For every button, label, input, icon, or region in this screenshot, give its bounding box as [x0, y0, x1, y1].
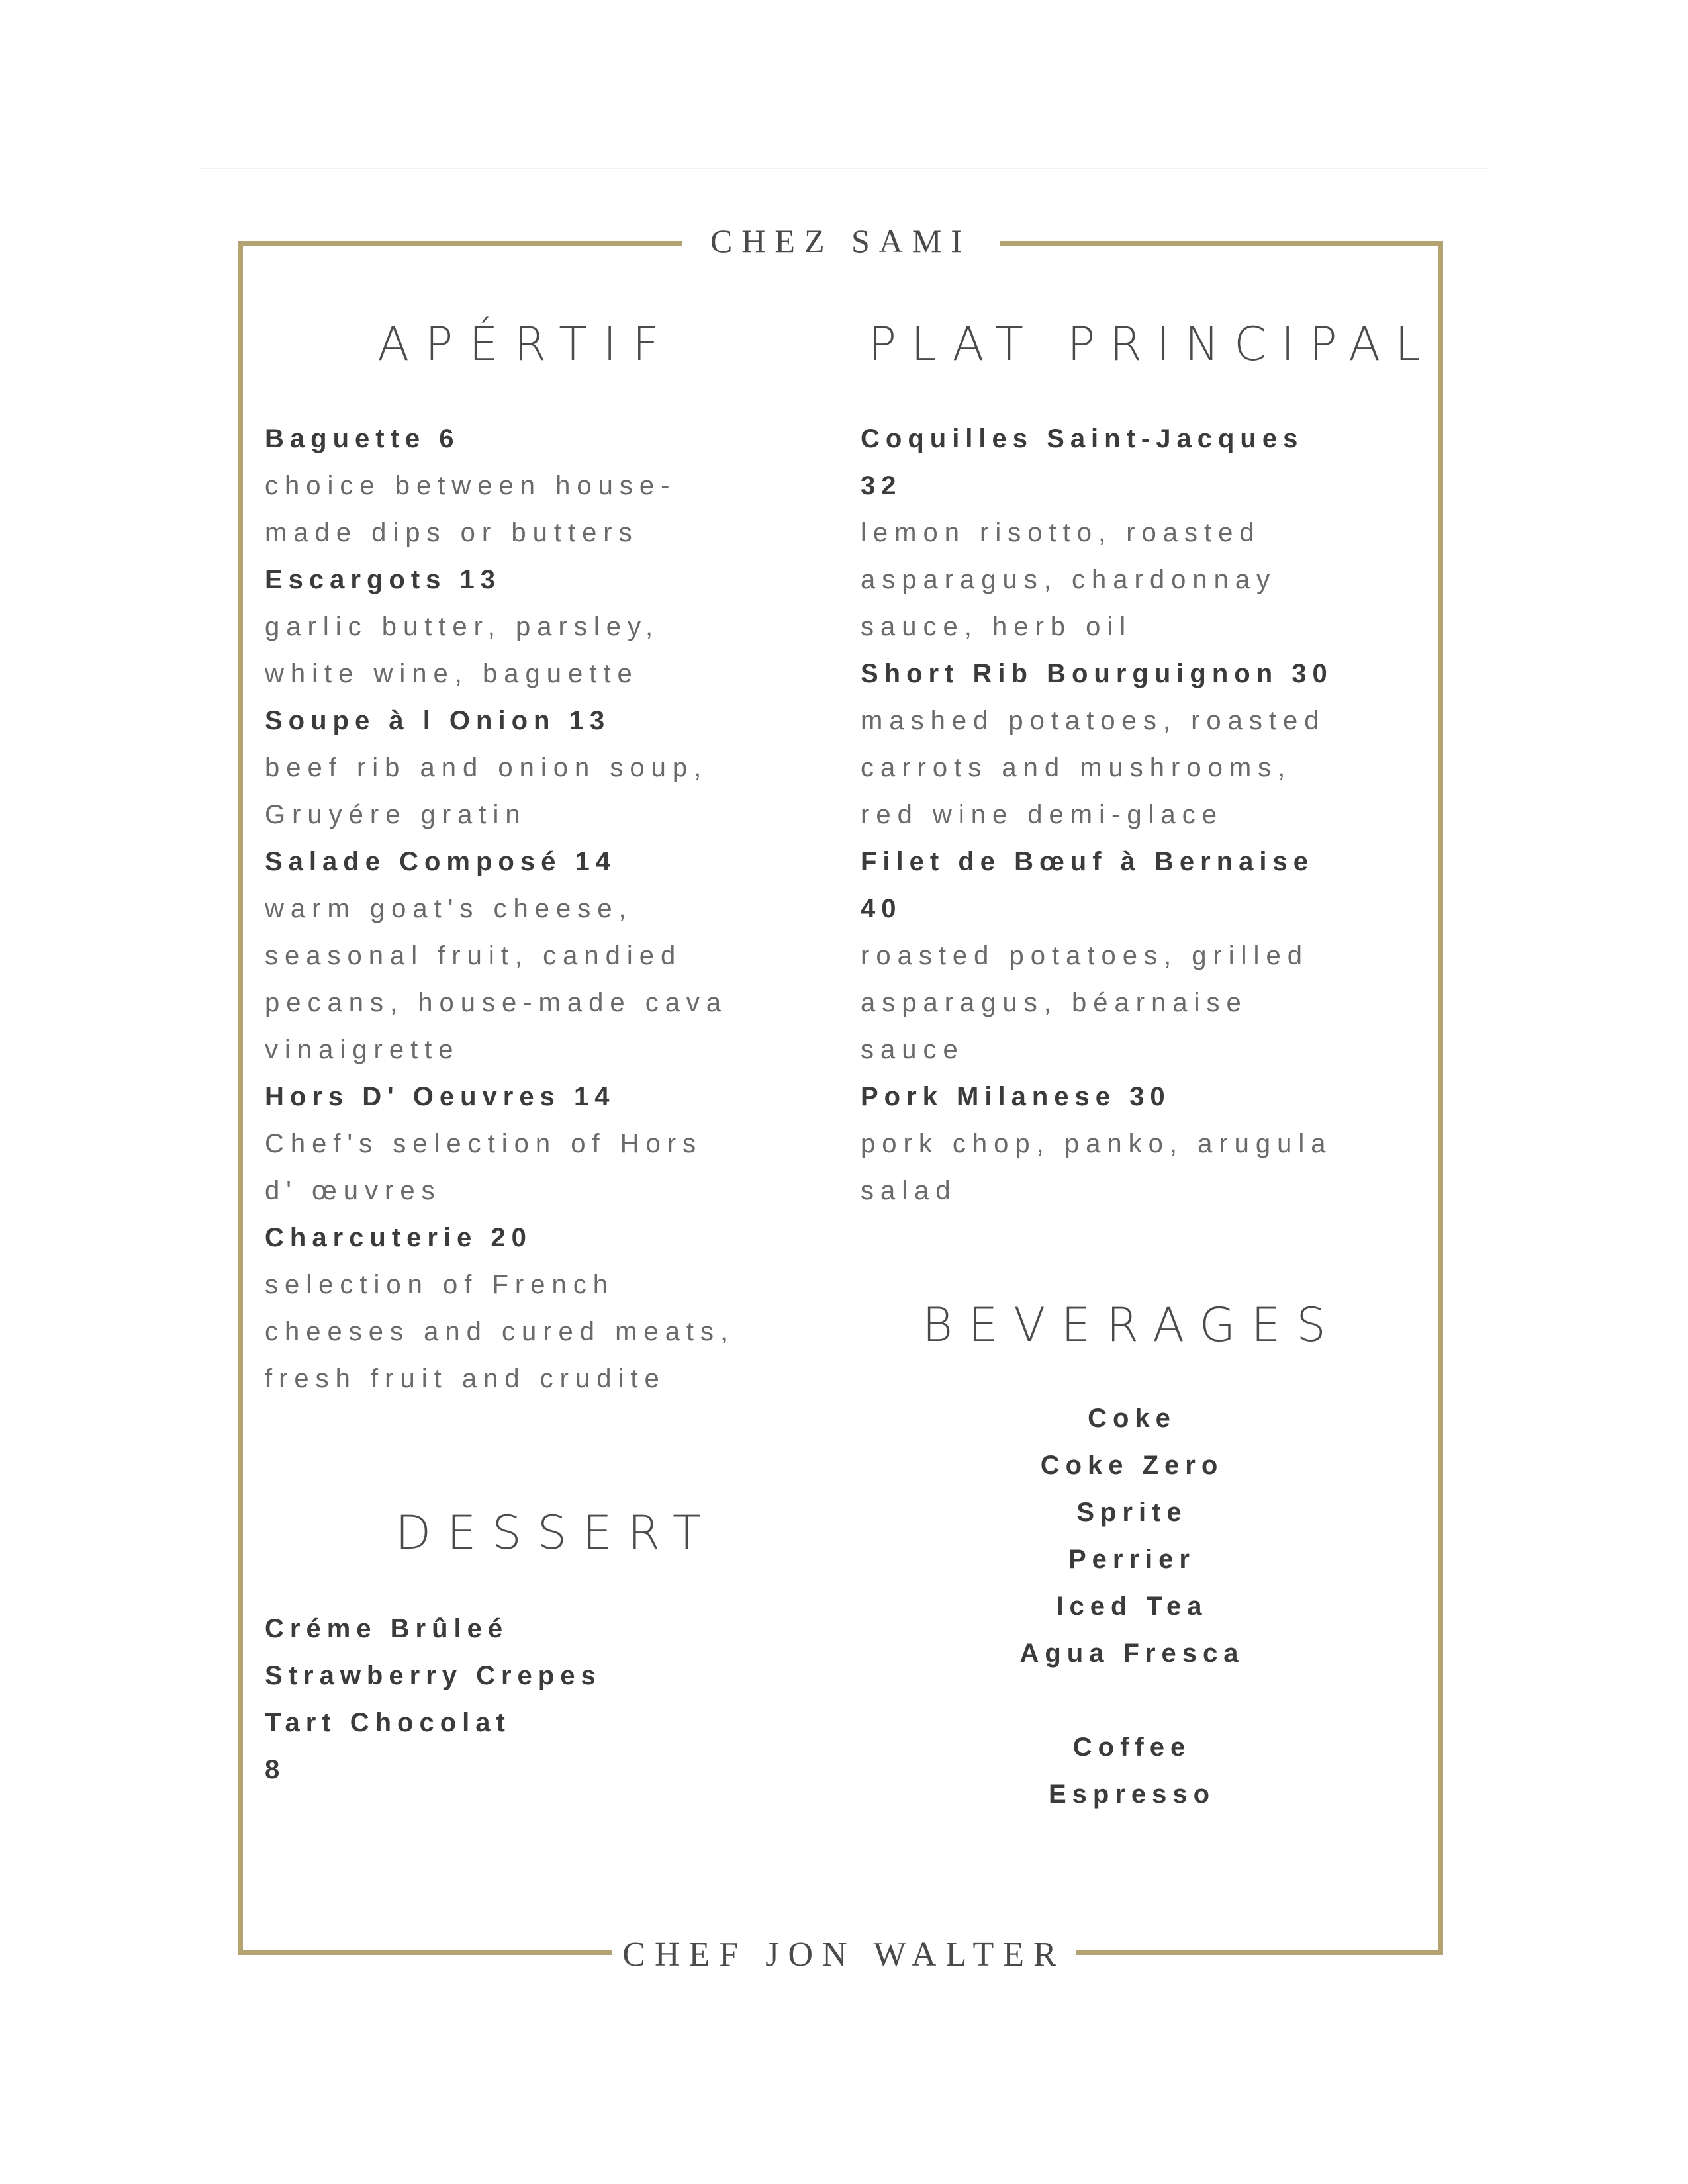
item-desc: red wine demi-glace	[861, 800, 1223, 829]
item-desc: warm goat's cheese,	[265, 894, 633, 923]
item-name: Pork Milanese 30	[861, 1082, 1171, 1111]
beverage-item: Coke	[1088, 1404, 1176, 1433]
item-name: Salade Composé 14	[265, 847, 616, 876]
item-name: Baguette 6	[265, 424, 460, 453]
item-desc: choice between house-	[265, 471, 677, 500]
menu-item	[265, 557, 821, 698]
item-desc: fresh fruit and crudite	[265, 1364, 666, 1393]
item-desc: d' œuvres	[265, 1176, 442, 1205]
item-name: Filet de Bœuf à Bernaise	[861, 847, 1314, 876]
dessert-item: Tart Chocolat	[265, 1708, 511, 1737]
top-divider	[199, 168, 1489, 169]
menu-item	[861, 651, 1430, 839]
aperitif-list	[265, 416, 821, 1402]
item-desc: salad	[861, 1176, 957, 1205]
dessert-item: Strawberry Crepes	[265, 1661, 602, 1690]
beverage-item: Sprite	[1076, 1498, 1188, 1527]
item-desc: sauce	[861, 1035, 964, 1064]
item-desc: Chef's selection of Hors	[265, 1129, 703, 1158]
item-desc: pork chop, panko, arugula	[861, 1129, 1333, 1158]
beverage-item: Perrier	[1068, 1545, 1196, 1574]
dessert-price: 8	[265, 1755, 286, 1784]
aperitif-heading: APÉRTIF	[377, 317, 675, 371]
menu-item	[265, 1214, 821, 1402]
item-desc: vinaigrette	[265, 1035, 460, 1064]
item-desc: asparagus, béarnaise	[861, 988, 1248, 1017]
item-desc: made dips or butters	[265, 518, 639, 547]
plat-principal-list	[861, 416, 1430, 1214]
menu-item	[861, 1073, 1430, 1214]
beverage-item: Coffee	[1072, 1733, 1192, 1762]
item-desc: pecans, house-made cava	[265, 988, 728, 1017]
beverage-item: Agua Fresca	[1019, 1639, 1244, 1668]
beverage-item: Espresso	[1048, 1780, 1216, 1809]
dessert-heading: DESSERT	[395, 1506, 717, 1560]
item-desc: asparagus, chardonnay	[861, 565, 1277, 594]
item-desc: garlic butter, parsley,	[265, 612, 660, 641]
item-name: Short Rib Bourguignon 30	[861, 659, 1333, 688]
beverages-heading: BEVERAGES	[922, 1298, 1342, 1352]
item-desc: sauce, herb oil	[861, 612, 1133, 641]
item-desc: cheeses and cured meats,	[265, 1317, 735, 1346]
dessert-list	[265, 1606, 821, 1794]
menu-item	[265, 416, 821, 557]
item-desc: white wine, baguette	[265, 659, 639, 688]
item-desc: lemon risotto, roasted	[861, 518, 1261, 547]
menu-item	[861, 839, 1430, 1073]
menu-item	[265, 1073, 821, 1214]
item-name: Hors D' Oeuvres 14	[265, 1082, 616, 1111]
item-name: Escargots 13	[265, 565, 502, 594]
menu-item	[265, 698, 821, 839]
item-name: Coquilles Saint-Jacques	[861, 424, 1304, 453]
item-desc: seasonal fruit, candied	[265, 941, 682, 970]
restaurant-name: CHEZ SAMI	[682, 216, 1000, 266]
item-desc: selection of French	[265, 1270, 614, 1299]
item-desc: mashed potatoes, roasted	[861, 706, 1326, 735]
menu-item	[861, 416, 1430, 651]
item-desc: Gruyére gratin	[265, 800, 527, 829]
beverage-item: Coke Zero	[1040, 1451, 1224, 1480]
item-name: Charcuterie 20	[265, 1223, 532, 1252]
item-desc: beef rib and onion soup,	[265, 753, 708, 782]
item-name: Soupe à l Onion 13	[265, 706, 611, 735]
beverages-list	[861, 1395, 1403, 1818]
beverage-item: Iced Tea	[1056, 1592, 1208, 1621]
item-desc: carrots and mushrooms,	[861, 753, 1292, 782]
item-desc: roasted potatoes, grilled	[861, 941, 1309, 970]
beverage-spacer	[861, 1677, 1403, 1724]
chef-name: CHEF JON WALTER	[612, 1930, 1076, 1980]
item-price: 32	[861, 471, 902, 500]
menu-item	[265, 839, 821, 1073]
item-price: 40	[861, 894, 902, 923]
dessert-item: Créme Brûleé	[265, 1614, 509, 1643]
plat-principal-heading: PLAT PRINCIPAL	[868, 317, 1436, 371]
